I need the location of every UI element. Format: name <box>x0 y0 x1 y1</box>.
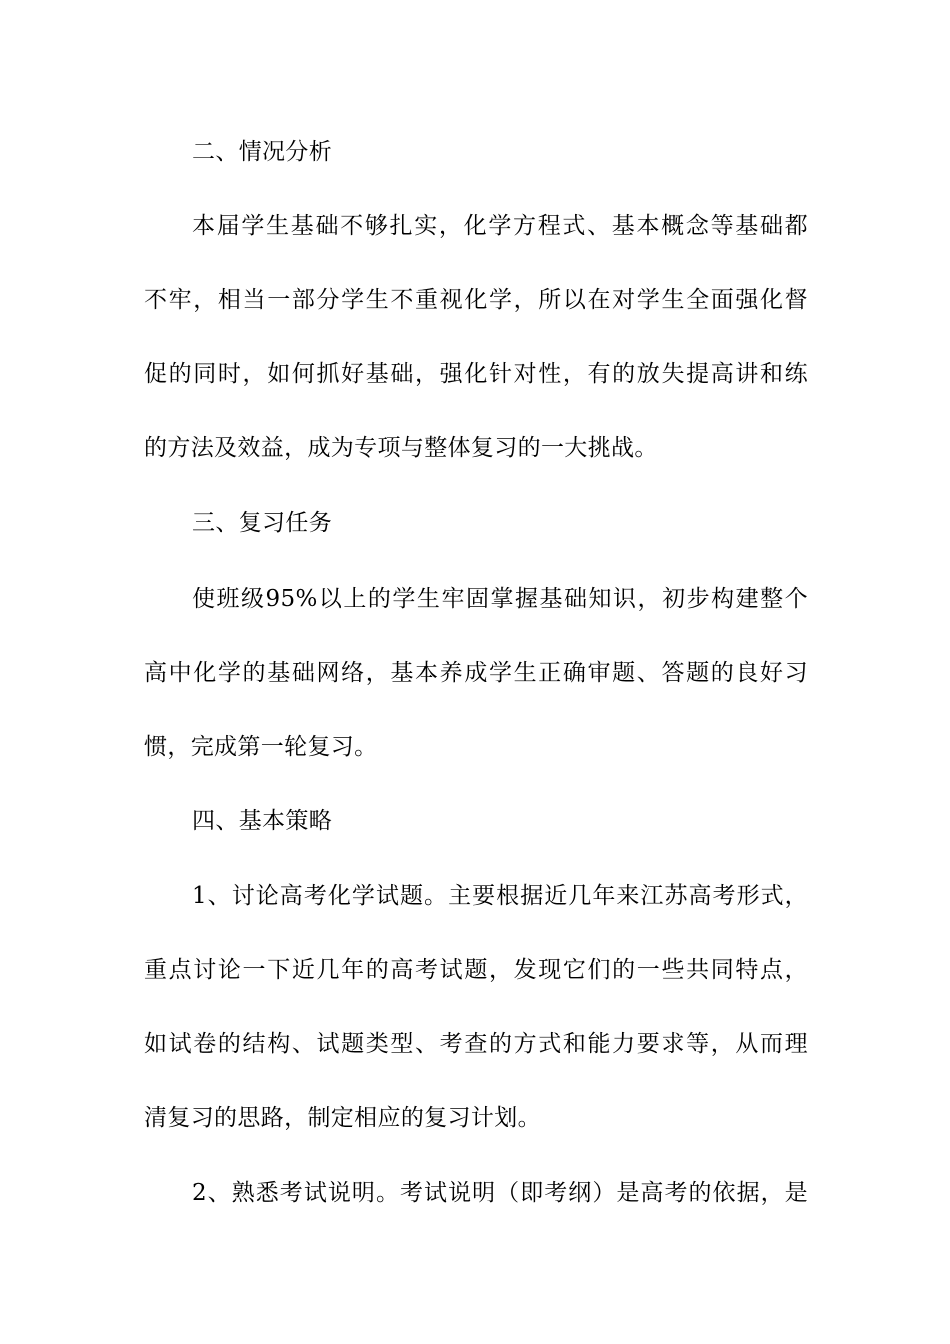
paragraph-line: 高中化学的基础网络，基本养成学生正确审题、答题的良好习 <box>144 660 808 686</box>
paragraph-line: 重点讨论一下近几年的高考试题，发现它们的一些共同特点， <box>144 957 808 983</box>
paragraph-line: 1、讨论高考化学试题。主要根据近几年来江苏高考形式， <box>192 883 808 909</box>
paragraph-line: 如试卷的结构、试题类型、考查的方式和能力要求等，从而理 <box>144 1031 808 1057</box>
paragraph-line: 惯，完成第一轮复习。 <box>144 734 378 760</box>
paragraph-line: 清复习的思路，制定相应的复习计划。 <box>144 1105 541 1131</box>
paragraph-line: 2、熟悉考试说明。考试说明（即考纲）是高考的依据，是 <box>192 1180 808 1206</box>
section-heading-review-tasks: 三、复习任务 <box>192 510 333 536</box>
paragraph-line: 的方法及效益，成为专项与整体复习的一大挑战。 <box>144 435 658 461</box>
paragraph-line: 促的同时，如何抓好基础，强化针对性，有的放失提高讲和练 <box>144 361 808 387</box>
paragraph-line: 不牢，相当一部分学生不重视化学，所以在对学生全面强化督 <box>144 287 808 313</box>
paragraph-line: 本届学生基础不够扎实，化学方程式、基本概念等基础都 <box>192 213 808 239</box>
paragraph-line: 使班级95%以上的学生牢固掌握基础知识，初步构建整个 <box>192 586 808 612</box>
section-heading-situation-analysis: 二、情况分析 <box>192 139 333 165</box>
section-heading-basic-strategy: 四、基本策略 <box>192 808 333 834</box>
